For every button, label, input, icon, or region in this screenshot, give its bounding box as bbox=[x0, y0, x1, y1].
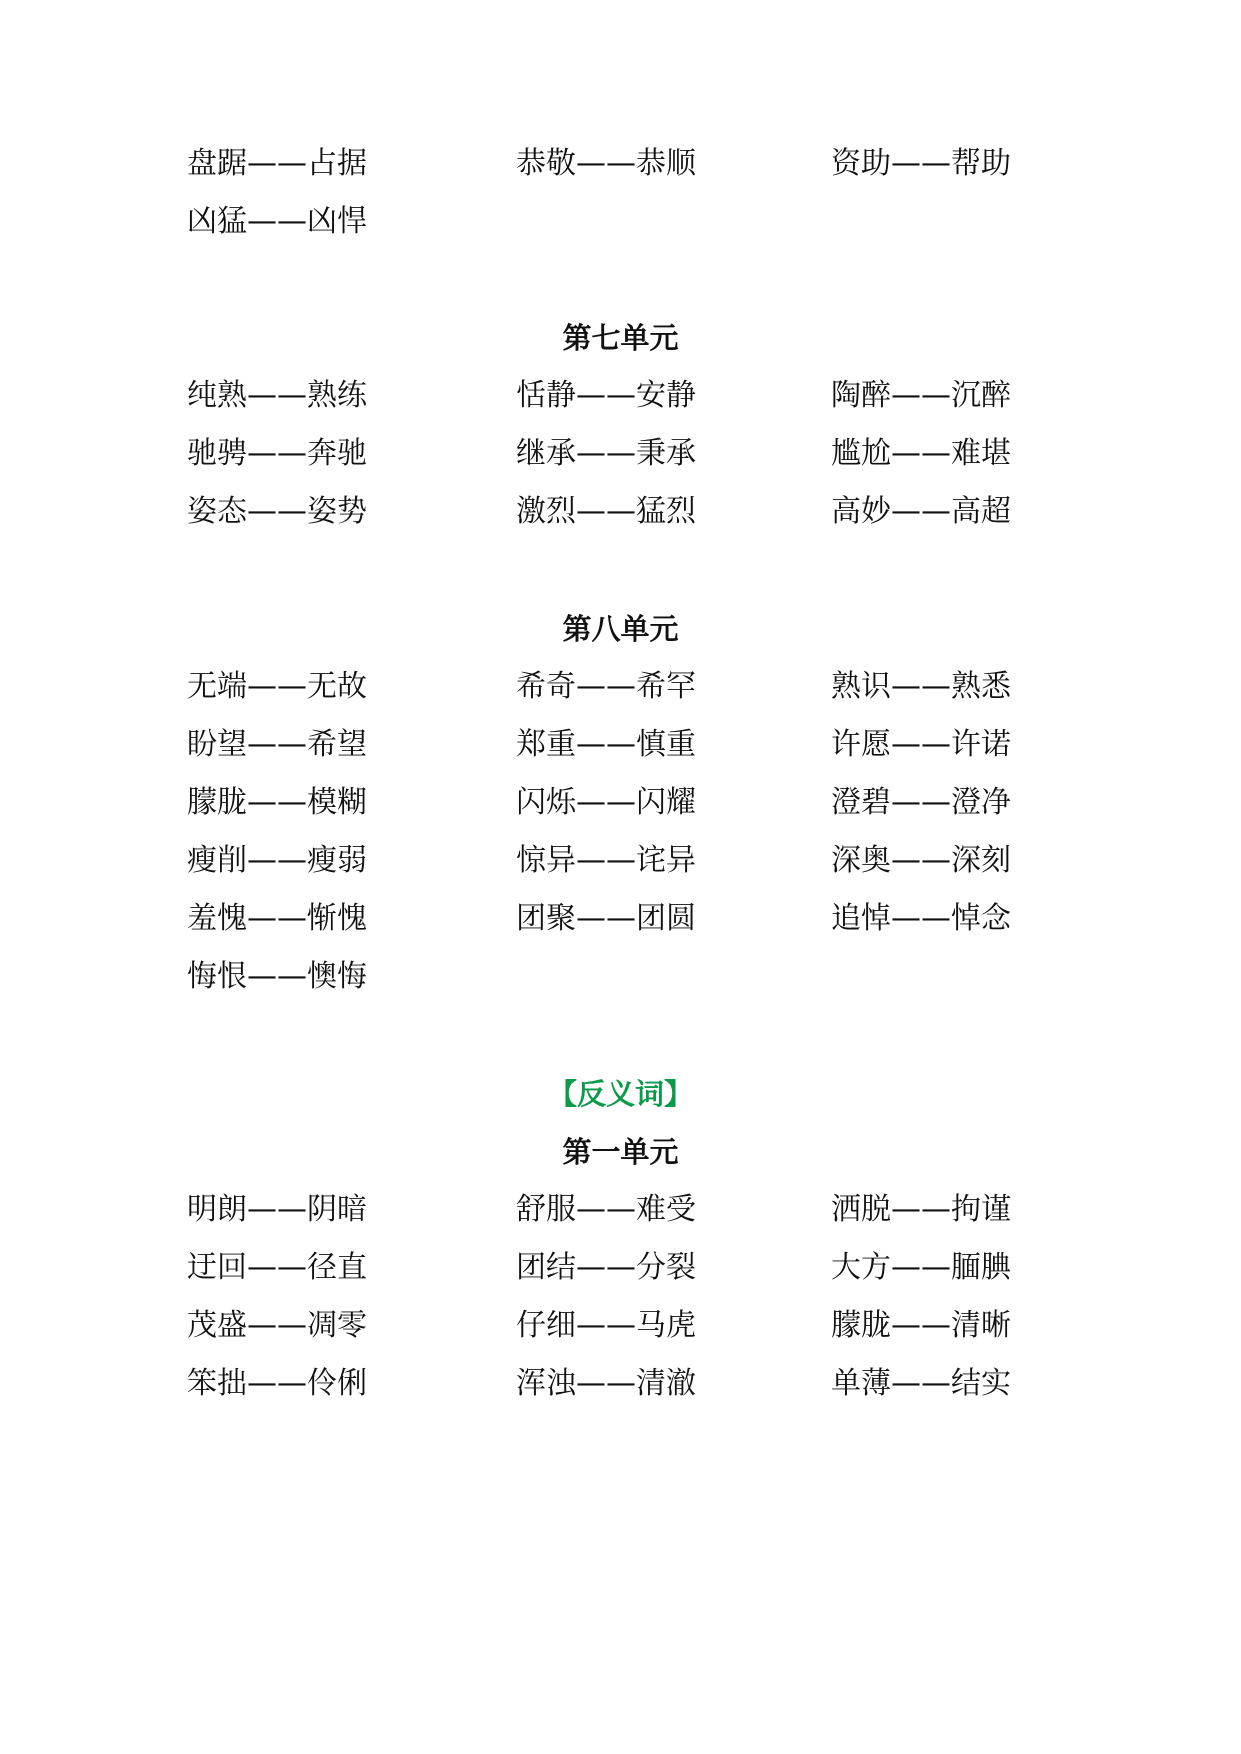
word-pair: 仔细——马虎 bbox=[516, 1308, 696, 1343]
word-pair-row bbox=[0, 774, 1241, 832]
word-pair: 浑浊——清澈 bbox=[516, 1366, 696, 1401]
word-pair-row bbox=[0, 890, 1241, 948]
word-pair-row bbox=[0, 1355, 1241, 1413]
unit-heading: 第七单元 bbox=[562, 321, 679, 355]
word-pair: 姿态——姿势 bbox=[187, 494, 367, 529]
word-pair: 尴尬——难堪 bbox=[831, 436, 1011, 471]
word-pair: 悔恨——懊悔 bbox=[187, 959, 367, 994]
word-pair: 陶醉——沉醉 bbox=[831, 378, 1011, 413]
word-pair: 笨拙——伶俐 bbox=[187, 1366, 367, 1401]
unit-heading: 第一单元 bbox=[562, 1135, 679, 1169]
word-pair-row bbox=[0, 193, 1241, 251]
word-pair-row bbox=[0, 1297, 1241, 1355]
unit-heading: 第八单元 bbox=[562, 612, 679, 646]
word-pair: 熟识——熟悉 bbox=[831, 669, 1011, 704]
word-pair: 舒服——难受 bbox=[516, 1192, 696, 1227]
word-pair: 大方——腼腆 bbox=[831, 1250, 1011, 1285]
word-pair-row bbox=[0, 367, 1241, 425]
word-pair-row bbox=[0, 425, 1241, 483]
word-pair: 团结——分裂 bbox=[516, 1250, 696, 1285]
word-pair: 朦胧——清晰 bbox=[831, 1308, 1011, 1343]
word-pair: 恭敬——恭顺 bbox=[516, 146, 696, 181]
word-pair: 深奥——深刻 bbox=[831, 843, 1011, 878]
word-pair: 洒脱——拘谨 bbox=[831, 1192, 1011, 1227]
word-pair-row bbox=[0, 948, 1241, 1006]
word-pair: 盼望——希望 bbox=[187, 727, 367, 762]
word-pair: 瘦削——瘦弱 bbox=[187, 843, 367, 878]
word-pair: 羞愧——惭愧 bbox=[187, 901, 367, 936]
word-pair-row bbox=[0, 658, 1241, 716]
word-pair: 澄碧——澄净 bbox=[831, 785, 1011, 820]
word-pair: 郑重——慎重 bbox=[516, 727, 696, 762]
section-title-antonyms: 【反义词】 bbox=[547, 1077, 693, 1111]
word-pair-row bbox=[0, 135, 1241, 193]
word-pair: 希奇——希罕 bbox=[516, 669, 696, 704]
word-pair: 凶猛——凶悍 bbox=[187, 204, 367, 239]
word-pair: 继承——秉承 bbox=[516, 436, 696, 471]
word-pair: 朦胧——模糊 bbox=[187, 785, 367, 820]
word-pair: 盘踞——占据 bbox=[187, 146, 367, 181]
word-pair-row bbox=[0, 1181, 1241, 1239]
word-pair-row bbox=[0, 1239, 1241, 1297]
word-pair: 恬静——安静 bbox=[516, 378, 696, 413]
word-pair: 驰骋——奔驰 bbox=[187, 436, 367, 471]
word-pair: 惊异——诧异 bbox=[516, 843, 696, 878]
word-pair: 茂盛——凋零 bbox=[187, 1308, 367, 1343]
word-pair: 许愿——许诺 bbox=[831, 727, 1011, 762]
word-pair-row bbox=[0, 832, 1241, 890]
word-pair: 无端——无故 bbox=[187, 669, 367, 704]
word-pair-row bbox=[0, 483, 1241, 541]
word-pair: 激烈——猛烈 bbox=[516, 494, 696, 529]
word-pair: 闪烁——闪耀 bbox=[516, 785, 696, 820]
word-pair-row bbox=[0, 716, 1241, 774]
word-pair: 团聚——团圆 bbox=[516, 901, 696, 936]
word-pair: 单薄——结实 bbox=[831, 1366, 1011, 1401]
word-pair: 纯熟——熟练 bbox=[187, 378, 367, 413]
word-pair: 资助——帮助 bbox=[831, 146, 1011, 181]
word-pair: 迂回——径直 bbox=[187, 1250, 367, 1285]
word-pair: 明朗——阴暗 bbox=[187, 1192, 367, 1227]
word-pair: 高妙——高超 bbox=[831, 494, 1011, 529]
word-pair: 追悼——悼念 bbox=[831, 901, 1011, 936]
